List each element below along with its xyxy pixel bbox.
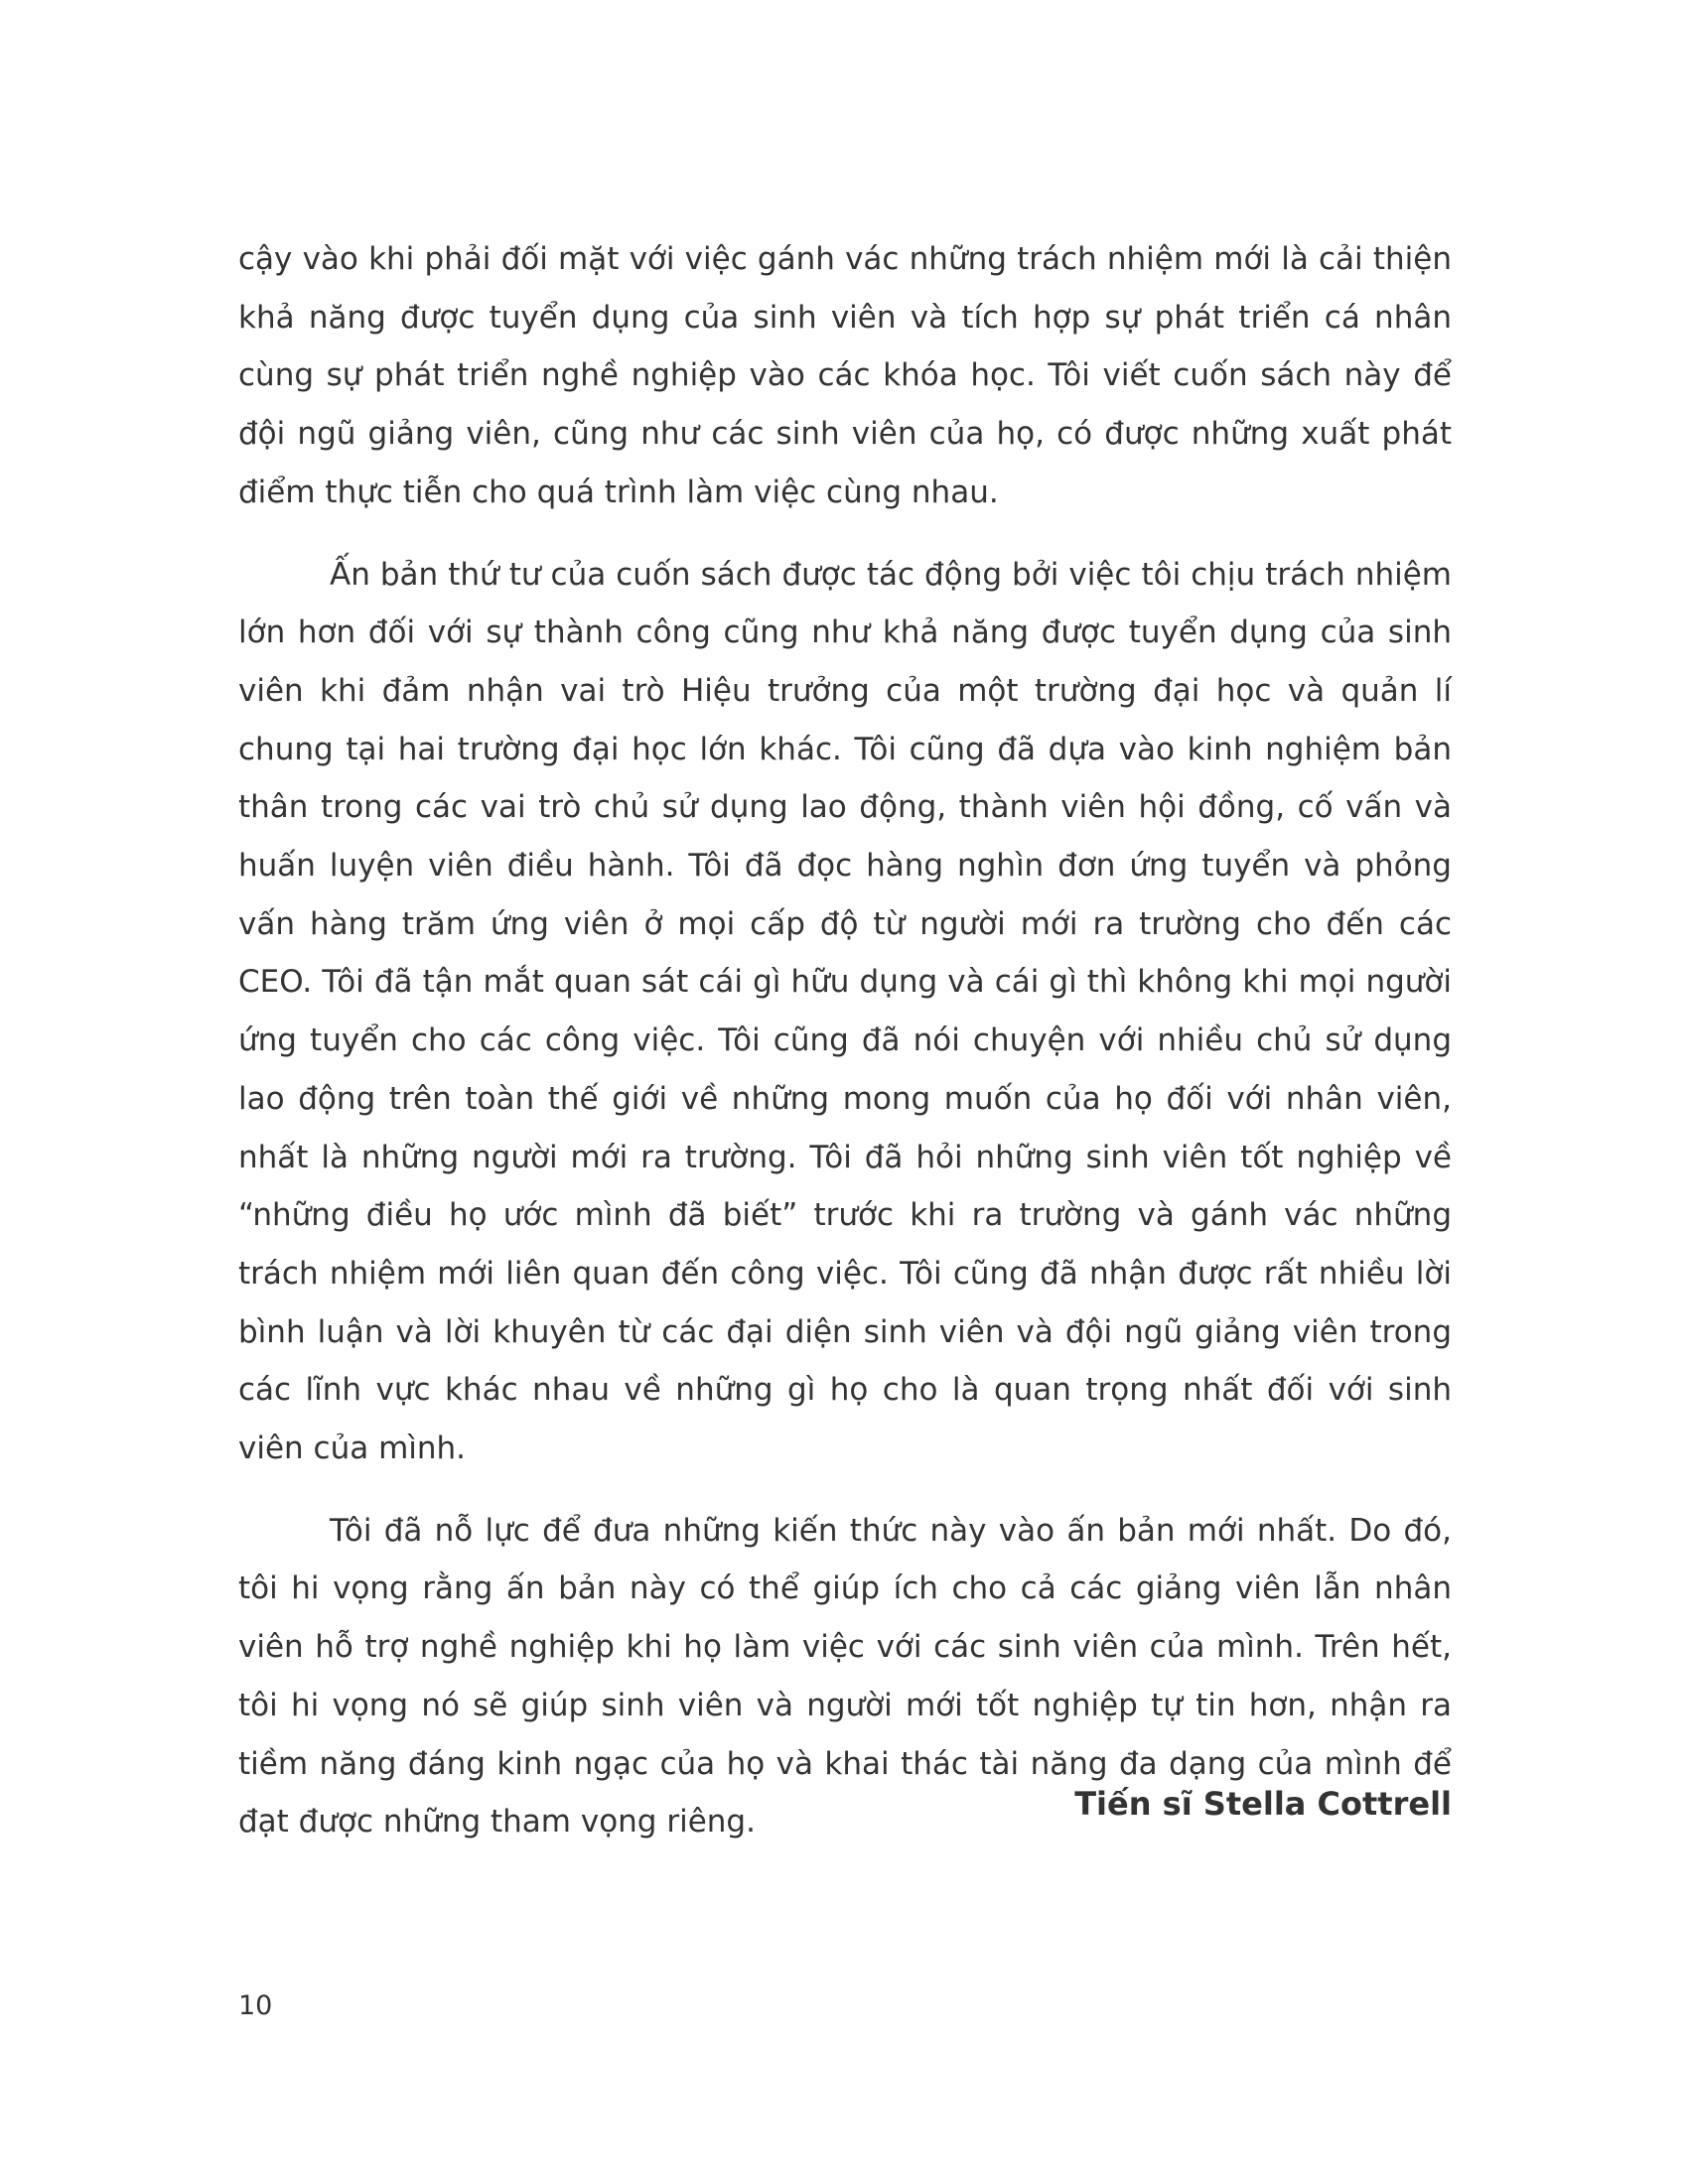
paragraph-continuation: cậy vào khi phải đối mặt với việc gánh vác những trách nhiệm mới là cải thiện khả năng được tuyển dụng của sinh viên và tích hợp sự phát triển cá nhân cùng sự phát triển nghề nghiệp vào các khóa học. Tôi viết cuốn sách này để đội ngũ giảng viên, cũng như các sinh viên của họ, có được những xuất phát điểm thực tiễn cho quá trình làm việc cùng nhau. [238, 241, 1452, 510]
page-number: 10 [238, 1990, 273, 2021]
paragraph-new-edition: Tôi đã nỗ lực để đưa những kiến thức này vào ấn bản mới nhất. Do đó, tôi hi vọng rằng ấn bản này có thể giúp ích cho cả các giảng viên lẫn nhân viên hỗ trợ nghề nghiệp khi họ làm việc với các sinh viên của mình. Trên hết, tôi hi vọng nó sẽ giúp sinh viên và người mới tốt nghiệp tự tin hơn, nhận ra tiềm năng đáng kinh ngạc của họ và khai thác tài năng đa dạng của mình để đạt được những tham vọng riêng. [238, 1512, 1452, 1841]
paragraph-fourth-edition: Ấn bản thứ tư của cuốn sách được tác động bởi việc tôi chịu trách nhiệm lớn hơn đối với sự thành công cũng như khả năng được tuyển dụng của sinh viên khi đảm nhận vai trò Hiệu trưởng của một trường đại học và quản lí chung tại hai trường đại học lớn khác. Tôi cũng đã dựa vào kinh nghiệm bản thân trong các vai trò chủ sử dụng lao động, thành viên hội đồng, cố vấn và huấn luyện viên điều hành. Tôi đã đọc hàng nghìn đơn ứng tuyển và phỏng vấn hàng trăm ứng viên ở mọi cấp độ từ người mới ra trường cho đến các CEO. Tôi đã tận mắt quan sát cái gì hữu dụng và cái gì thì không khi mọi người ứng tuyển cho các công việc. Tôi cũng đã nói chuyện với nhiều chủ sử dụng lao động trên toàn thế giới về những mong muốn của họ đối với nhân viên, nhất là những người mới ra trường. Tôi đã hỏi những sinh viên tốt nghiệp về “những điều họ ước mình đã biết” trước khi ra trường và gánh vác những trách nhiệm mới liên quan đến công việc. Tôi cũng đã nhận được rất nhiều lời bình luận và lời khuyên từ các đại diện sinh viên và đội ngũ giảng viên trong các lĩnh vực khác nhau về những gì họ cho là quan trọng nhất đối với sinh viên của mình. [238, 556, 1452, 1467]
body-text [238, 230, 1452, 1851]
author-signature: Tiến sĩ Stella Cottrell [1074, 1785, 1452, 1823]
